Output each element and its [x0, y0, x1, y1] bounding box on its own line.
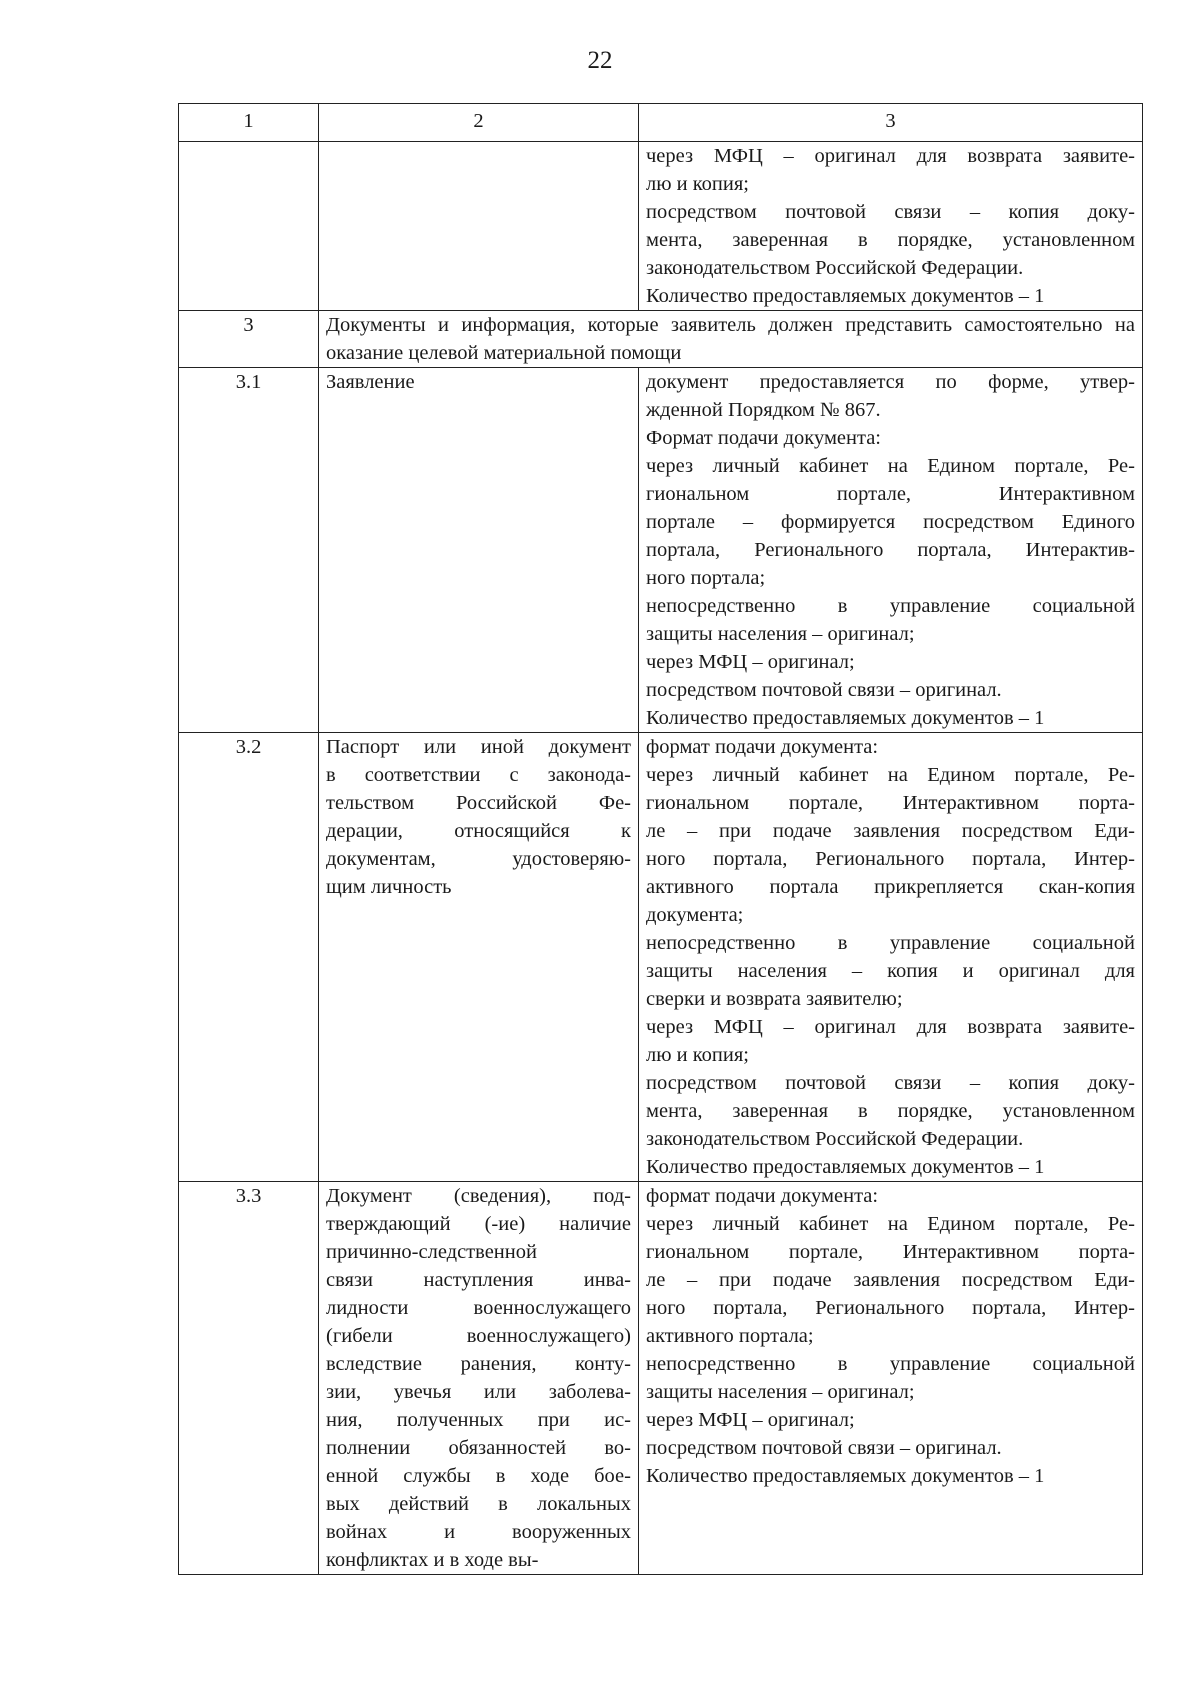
text-line: тверждающий (-ие) наличие — [326, 1213, 631, 1235]
text-line: Количество предоставляемых документов – 1 — [646, 1156, 1045, 1178]
row-document-name: Заявление — [319, 368, 639, 733]
text-line: дерации, относящийся к — [326, 820, 631, 842]
text-line: документа; — [646, 904, 744, 926]
text-line: Формат подачи документа: — [646, 427, 881, 449]
text-line: активного портала; — [646, 1325, 814, 1347]
text-line: лидности военнослужащего — [326, 1297, 631, 1319]
text-line: через МФЦ – оригинал для возврата заявите- — [646, 1016, 1135, 1038]
text-line: документам, удостоверяю- — [326, 848, 631, 870]
row-number: 3 — [179, 311, 319, 368]
table-row-continuation — [179, 142, 1143, 311]
text-line: ния, полученных при ис- — [326, 1409, 631, 1431]
text-line: конфликтах и в ходе вы- — [326, 1549, 539, 1571]
text-line: защиты населения – оригинал; — [646, 1381, 915, 1403]
section-heading: Документы и информация, которые заявитель должен представить самостоятельно на оказание целевой материальной помощи — [319, 311, 1143, 368]
page-number: 22 — [587, 47, 613, 74]
text-line: тельством Российской Фе- — [326, 792, 631, 814]
text-line: формат подачи документа: — [646, 1185, 879, 1207]
text-line: связи наступления инва- — [326, 1269, 631, 1291]
text-line: вследствие ранения, конту- — [326, 1353, 631, 1375]
text-line: Количество предоставляемых документов – 1 — [646, 285, 1045, 307]
text-line: посредством почтовой связи – оригинал. — [646, 679, 1002, 701]
text-line: ле – при подаче заявления посредством Еди- — [646, 820, 1135, 842]
text-line: ного портала, Регионального портала, Интер- — [646, 1297, 1135, 1319]
text-line: посредством почтовой связи – оригинал. — [646, 1437, 1002, 1459]
text-line: ного портала, Регионального портала, Интер- — [646, 848, 1135, 870]
text-line: защиты населения – оригинал; — [646, 623, 915, 645]
text-line: ного портала; — [646, 567, 766, 589]
text-line: зии, увечья или заболева- — [326, 1381, 631, 1403]
text-line: документ предоставляется по форме, утвер- — [646, 371, 1135, 393]
text-line: Количество предоставляемых документов – 1 — [646, 1465, 1045, 1487]
text-line: через МФЦ – оригинал для возврата заявите- — [646, 145, 1135, 167]
table-row-3-3 — [179, 1182, 1143, 1575]
table-header-row — [179, 104, 1143, 142]
text-line: через МФЦ – оригинал; — [646, 1409, 855, 1431]
text-line: через личный кабинет на Едином портале, Ре- — [646, 455, 1135, 477]
text-line: Документ (сведения), под- — [326, 1185, 631, 1207]
text-line: (гибели военнослужащего) — [326, 1325, 631, 1347]
text-line: законодательством Российской Федерации. — [646, 257, 1024, 279]
row-number: 3.1 — [179, 368, 319, 733]
text-line: вых действий в локальных — [326, 1493, 631, 1515]
row-document-name — [319, 142, 639, 311]
table-row-3-2 — [179, 733, 1143, 1182]
text-line: гиональном портале, Интерактивном порта- — [646, 1241, 1135, 1263]
documents-table — [178, 103, 1143, 1575]
text-line: в соответствии с законода- — [326, 764, 631, 786]
text-line: портале – формируется посредством Единого — [646, 511, 1135, 533]
text-line: причинно-следственной — [326, 1241, 537, 1263]
text-line: гиональном портале, Интерактивном порта- — [646, 792, 1135, 814]
text-line: непосредственно в управление социальной — [646, 1353, 1135, 1375]
row-description — [639, 733, 1143, 1182]
text-line: защиты населения – копия и оригинал для — [646, 960, 1135, 982]
text-line: через личный кабинет на Едином портале, Ре- — [646, 764, 1135, 786]
text-line: полнении обязанностей во- — [326, 1437, 631, 1459]
text-line: активного портала прикрепляется скан-копия — [646, 876, 1135, 898]
text-line: лю и копия; — [646, 1044, 750, 1066]
text-line: Количество предоставляемых документов – 1 — [646, 707, 1045, 729]
table-row-3-1 — [179, 368, 1143, 733]
row-description — [639, 368, 1143, 733]
text-line: посредством почтовой связи – копия доку- — [646, 1072, 1135, 1094]
row-number — [179, 142, 319, 311]
text-line: посредством почтовой связи – копия доку- — [646, 201, 1135, 223]
table-row-section-3 — [179, 311, 1143, 368]
text-line: через личный кабинет на Едином портале, Ре- — [646, 1213, 1135, 1235]
header-col-3: 3 — [639, 104, 1143, 142]
row-document-name — [319, 1182, 639, 1575]
text-line: непосредственно в управление социальной — [646, 932, 1135, 954]
text-line: Паспорт или иной документ — [326, 736, 631, 758]
text-line: енной службы в ходе бое- — [326, 1465, 631, 1487]
text-line: непосредственно в управление социальной — [646, 595, 1135, 617]
text-line: жденной Порядком № 867. — [646, 399, 881, 421]
text-line: мента, заверенная в порядке, установленном — [646, 229, 1135, 251]
text-line: войнах и вооруженных — [326, 1521, 631, 1543]
text-line: формат подачи документа: — [646, 736, 879, 758]
header-col-2: 2 — [319, 104, 639, 142]
header-col-1: 1 — [179, 104, 319, 142]
text-line: лю и копия; — [646, 173, 750, 195]
row-description — [639, 142, 1143, 311]
text-line: гиональном портале, Интерактивном — [646, 483, 1135, 505]
row-number: 3.3 — [179, 1182, 319, 1575]
text-line: через МФЦ – оригинал; — [646, 651, 855, 673]
text-line: мента, заверенная в порядке, установленном — [646, 1100, 1135, 1122]
text-line: сверки и возврата заявителю; — [646, 988, 903, 1010]
text-line: портала, Регионального портала, Интерактив- — [646, 539, 1135, 561]
text-line: ле – при подаче заявления посредством Еди- — [646, 1269, 1135, 1291]
text-line: законодательством Российской Федерации. — [646, 1128, 1024, 1150]
row-description — [639, 1182, 1143, 1575]
text-line: щим личность — [326, 876, 452, 898]
row-number: 3.2 — [179, 733, 319, 1182]
row-document-name — [319, 733, 639, 1182]
